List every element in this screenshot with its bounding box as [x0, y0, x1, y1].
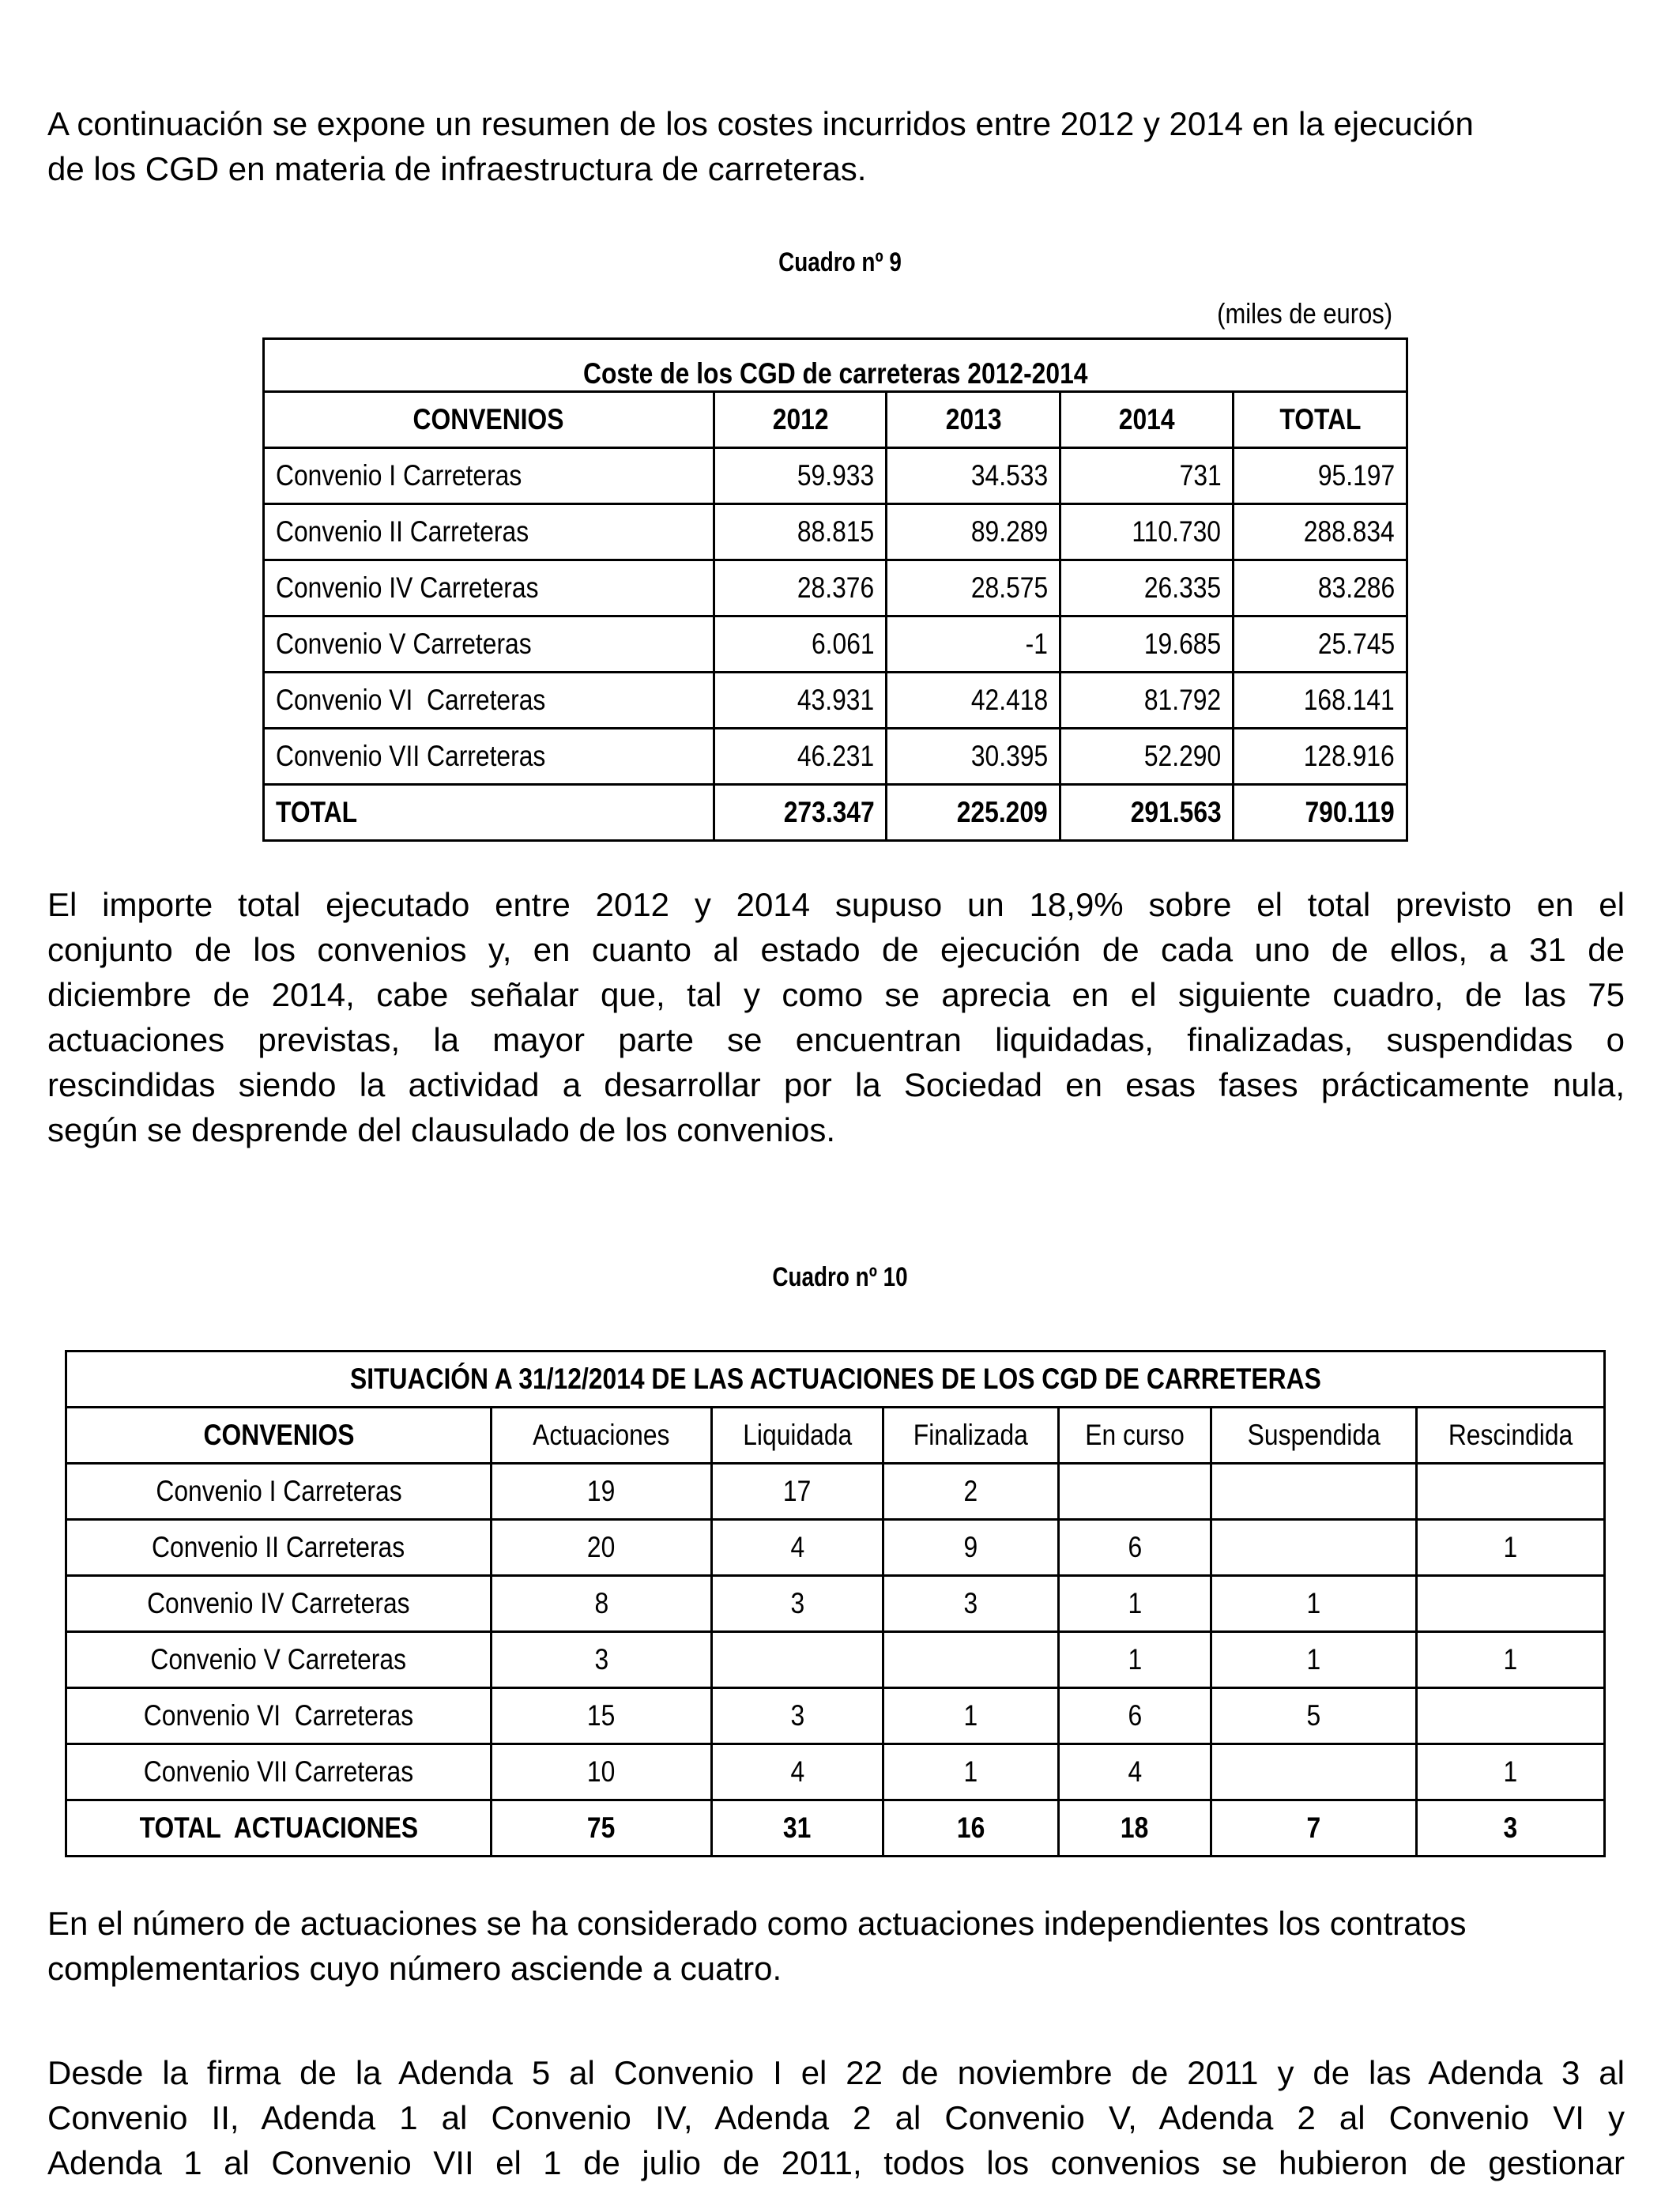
convenio-name: Convenio VI Carreteras	[143, 1699, 414, 1732]
cost-2014: 110.730	[1132, 515, 1222, 548]
cost-2012: 6.061	[811, 628, 875, 660]
en-curso-count: 4	[1128, 1755, 1142, 1788]
paragraph-line: diciembre de 2014, cabe señalar que, tal y como se aprecia en el siguiente cuadro, de las 75	[47, 976, 1625, 1013]
rescindida-count: 1	[1503, 1531, 1518, 1563]
en-curso-count: 1	[1128, 1587, 1142, 1619]
cost-2013: -1	[1025, 628, 1048, 660]
cost-2012: 43.931	[797, 684, 875, 716]
finalizada-count: 9	[963, 1531, 978, 1563]
convenio-name: Convenio VII Carreteras	[276, 740, 546, 772]
paragraph-line: complementarios cuyo número asciende a cuatro.	[47, 1950, 782, 1987]
cost-2013: 34.533	[970, 459, 1048, 492]
total-label: TOTAL ACTUACIONES	[139, 1811, 418, 1844]
table-row	[66, 1688, 1605, 1744]
intro-paragraph	[47, 101, 1625, 191]
table10-header-cell: Liquidada	[711, 1408, 883, 1464]
table9-caption: Cuadro nº 9	[778, 247, 902, 277]
table10-header-cell: Actuaciones	[492, 1408, 712, 1464]
suspendida-count: 1	[1306, 1643, 1321, 1676]
liquidada-count: 17	[783, 1475, 812, 1507]
total-actuaciones: 75	[587, 1811, 616, 1844]
actuaciones-count: 3	[594, 1643, 608, 1676]
finalizada-count: 1	[963, 1755, 978, 1788]
finalizada-count: 1	[963, 1699, 978, 1732]
table9-header-cell: CONVENIOS	[264, 392, 714, 448]
table9-unit: (miles de euros)	[1217, 297, 1392, 330]
cost-2014: 81.792	[1144, 684, 1222, 716]
table9-header-row	[264, 392, 1407, 448]
table10-caption: Cuadro nº 10	[772, 1262, 908, 1292]
cost-2012: 28.376	[797, 571, 875, 604]
table-row	[66, 1464, 1605, 1520]
cost-2013: 89.289	[970, 515, 1048, 548]
intro-line-1: A continuación se expone un resumen de los costes incurridos entre 2012 y 2014 en la ejecución	[47, 105, 1474, 142]
cost-2012: 46.231	[797, 740, 875, 772]
cost-total: 95.197	[1317, 459, 1395, 492]
actions-status-table	[65, 1350, 1606, 1857]
table10-header-row	[66, 1408, 1605, 1464]
table-row	[66, 1744, 1605, 1800]
actuaciones-count: 20	[587, 1531, 616, 1563]
total-en-curso: 18	[1121, 1811, 1149, 1844]
table-row	[264, 448, 1407, 504]
cost-total: 25.745	[1317, 628, 1395, 660]
cost-2013: 30.395	[970, 740, 1048, 772]
actuaciones-count: 8	[594, 1587, 608, 1619]
paragraph-line: rescindidas siendo la actividad a desarrollar por la Sociedad en esas fases prácticamente nula,	[47, 1066, 1625, 1103]
table9-header-cell: 2013	[887, 392, 1060, 448]
convenio-name: Convenio II Carreteras	[276, 515, 529, 548]
liquidada-count: 4	[790, 1531, 804, 1563]
table-row	[264, 616, 1407, 673]
intro-line-2: de los CGD en materia de infraestructura de carreteras.	[47, 150, 867, 187]
table10-title: SITUACIÓN A 31/12/2014 DE LAS ACTUACIONES DE LOS CGD DE CARRETERAS	[66, 1351, 1605, 1408]
paragraph-line: según se desprende del clausulado de los convenios.	[47, 1111, 836, 1148]
cost-2012: 59.933	[797, 459, 875, 492]
table10-header-cell: En curso	[1059, 1408, 1211, 1464]
convenio-name: Convenio V Carreteras	[276, 628, 532, 660]
total-label: TOTAL	[276, 796, 358, 828]
paragraph-line: En el número de actuaciones se ha considerado como actuaciones independientes los contratos	[47, 1905, 1467, 1942]
cost-2013: 28.575	[970, 571, 1048, 604]
table-row	[264, 504, 1407, 560]
paragraph-line: Convenio II, Adenda 1 al Convenio IV, Adenda 2 al Convenio V, Adenda 2 al Convenio VI y	[47, 2099, 1625, 2136]
liquidada-count: 3	[790, 1699, 804, 1732]
table9-total-row	[264, 785, 1407, 841]
cost-2014: 52.290	[1144, 740, 1222, 772]
convenio-name: Convenio I Carreteras	[276, 459, 522, 492]
actuaciones-count: 15	[587, 1699, 616, 1732]
paragraph-line: conjunto de los convenios y, en cuanto al estado de ejecución de cada uno de ellos, a 31 de	[47, 931, 1625, 968]
cost-total: 83.286	[1317, 571, 1395, 604]
table9-header-cell: 2012	[714, 392, 887, 448]
table9-header-cell: 2014	[1060, 392, 1234, 448]
finalizada-count: 3	[963, 1587, 978, 1619]
cost-total: 168.141	[1303, 684, 1395, 716]
total-finalizada: 16	[956, 1811, 985, 1844]
table-row	[66, 1576, 1605, 1632]
actuaciones-count: 19	[587, 1475, 616, 1507]
cost-2014: 731	[1179, 459, 1222, 492]
table10-header-cell: Finalizada	[883, 1408, 1059, 1464]
paragraph-line: Desde la firma de la Adenda 5 al Convenio I el 22 de noviembre de 2011 y de las Adenda 3 al	[47, 2054, 1625, 2091]
table9-title: Coste de los CGD de carreteras 2012-2014	[264, 339, 1407, 392]
convenio-name: Convenio IV Carreteras	[147, 1587, 410, 1619]
table-row	[66, 1520, 1605, 1576]
cost-total: 288.834	[1303, 515, 1395, 548]
table-row	[264, 560, 1407, 616]
convenio-name: Convenio V Carreteras	[150, 1643, 407, 1676]
cost-2012: 88.815	[797, 515, 875, 548]
execution-paragraph	[47, 882, 1625, 1152]
total-2013: 225.209	[956, 796, 1048, 828]
cost-2014: 26.335	[1144, 571, 1222, 604]
total-2012: 273.347	[783, 796, 875, 828]
table-row	[66, 1632, 1605, 1688]
paragraph-line: actuaciones previstas, la mayor parte se encuentran liquidadas, finalizadas, suspendidas o	[47, 1021, 1625, 1058]
total-2014: 291.563	[1130, 796, 1222, 828]
cost-2014: 19.685	[1144, 628, 1222, 660]
liquidada-count: 4	[790, 1755, 804, 1788]
paragraph-line: El importe total ejecutado entre 2012 y 2014 supuso un 18,9% sobre el total previsto en el	[47, 886, 1625, 923]
en-curso-count: 1	[1128, 1643, 1142, 1676]
total-rescindida: 3	[1503, 1811, 1518, 1844]
convenio-name: Convenio I Carreteras	[155, 1475, 402, 1507]
liquidada-count: 3	[790, 1587, 804, 1619]
table10-total-row	[66, 1800, 1605, 1857]
addenda-paragraph	[47, 2050, 1625, 2185]
rescindida-count: 1	[1503, 1755, 1518, 1788]
suspendida-count: 5	[1306, 1699, 1321, 1732]
actuaciones-count: 10	[587, 1755, 616, 1788]
note-paragraph	[47, 1901, 1625, 1991]
cost-total: 128.916	[1303, 740, 1395, 772]
convenio-name: Convenio VII Carreteras	[143, 1755, 414, 1788]
table10-header-cell: Rescindida	[1417, 1408, 1605, 1464]
finalizada-count: 2	[963, 1475, 978, 1507]
suspendida-count: 1	[1306, 1587, 1321, 1619]
cost-2013: 42.418	[970, 684, 1048, 716]
table-row	[264, 729, 1407, 785]
paragraph-line: Adenda 1 al Convenio VII el 1 de julio de 2011, todos los convenios se hubieron de gestionar	[47, 2144, 1625, 2181]
table9-header-cell: TOTAL	[1234, 392, 1407, 448]
en-curso-count: 6	[1128, 1531, 1142, 1563]
cost-table	[262, 337, 1408, 842]
total-suspendida: 7	[1306, 1811, 1321, 1844]
convenio-name: Convenio VI Carreteras	[276, 684, 546, 716]
rescindida-count: 1	[1503, 1643, 1518, 1676]
table10-header-cell: CONVENIOS	[66, 1408, 492, 1464]
convenio-name: Convenio II Carreteras	[152, 1531, 405, 1563]
convenio-name: Convenio IV Carreteras	[276, 571, 539, 604]
table10-header-cell: Suspendida	[1211, 1408, 1417, 1464]
table-row	[264, 673, 1407, 729]
grand-total: 790.119	[1305, 796, 1395, 828]
en-curso-count: 6	[1128, 1699, 1142, 1732]
total-liquidada: 31	[783, 1811, 812, 1844]
